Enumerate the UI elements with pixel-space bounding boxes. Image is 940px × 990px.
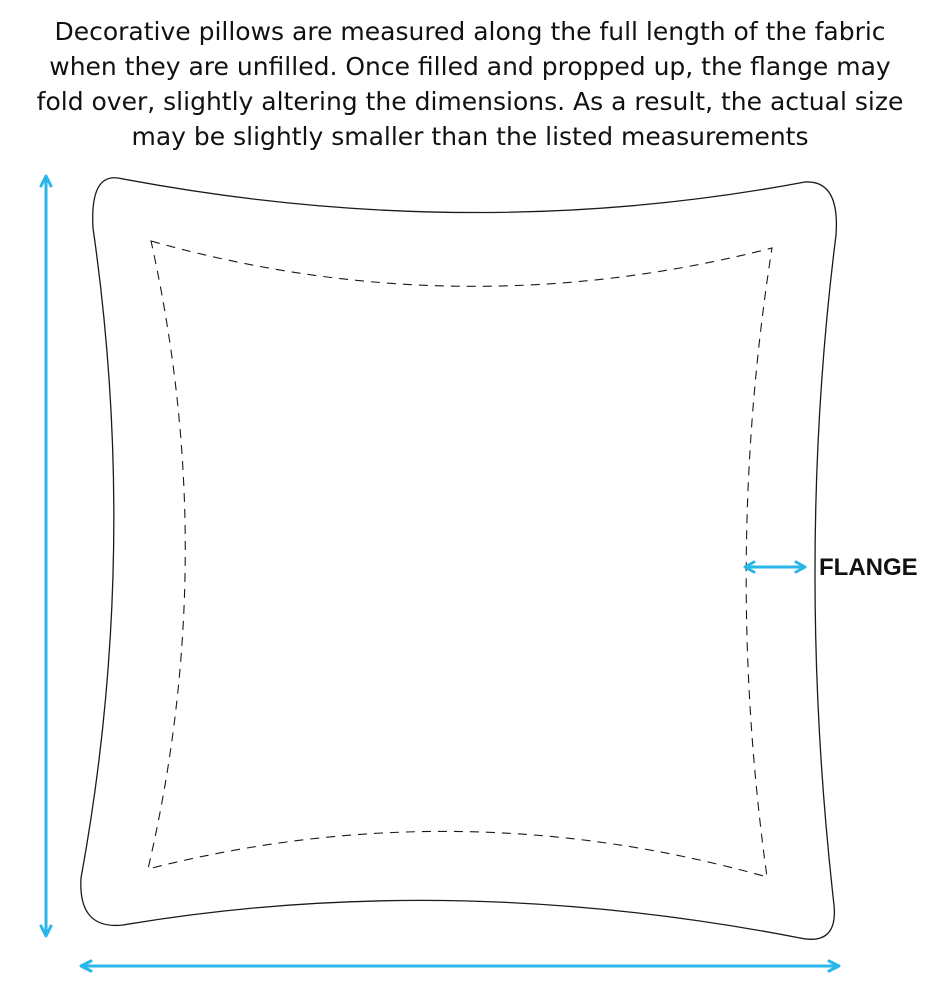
- flange-label: FLANGE: [819, 554, 918, 581]
- width-measure-arrow: [81, 961, 839, 971]
- pillow-outline: [81, 178, 837, 940]
- caption-line-1: Decorative pillows are measured along the full length of the fabric: [54, 17, 886, 46]
- flange-measure-arrow: [745, 562, 805, 572]
- stitch-seam: [148, 241, 772, 877]
- height-measure-arrow: [41, 176, 51, 936]
- caption-line-3: fold over, slightly altering the dimensions. As a result, the actual size: [36, 87, 904, 116]
- caption-line-2: when they are unfilled. Once filled and propped up, the flange may: [49, 52, 891, 81]
- caption-line-4: may be slightly smaller than the listed measurements: [131, 122, 809, 151]
